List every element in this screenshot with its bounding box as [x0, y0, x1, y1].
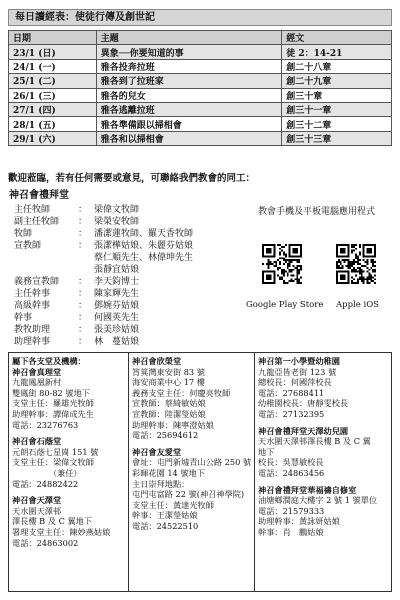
branch-heading: 神召會友愛堂	[132, 446, 182, 457]
scripture-cell: 創三十章	[282, 88, 392, 102]
branch-line: 屯門屯富路 22 號(神召神學院)	[132, 489, 245, 500]
table-row	[9, 117, 392, 131]
branch-line: 筲箕灣東安街 83 號	[132, 366, 205, 377]
branches-column-1	[9, 353, 129, 591]
branch-line: 宣教師：陸潔瑩姑娘	[132, 408, 206, 419]
staff-names: 何國英先生	[94, 313, 140, 323]
staff-role: 教牧助理	[14, 325, 51, 335]
branch-line: 海安商業中心 17 樓	[132, 377, 205, 388]
branch-line: 幼稚園校長：唐靜雯校長	[258, 398, 349, 409]
qr-code-icon	[336, 244, 376, 284]
staff-names: 鄧婉芬姑娘	[94, 301, 140, 311]
staff-row	[14, 312, 246, 324]
staff-row	[14, 288, 246, 300]
branch-line: 助理幹事：譚偉成先生	[12, 408, 94, 419]
date-cell: 28/1 (五)	[9, 117, 97, 131]
branch-line: 電話：24882422	[12, 478, 79, 489]
staff-role: 牧師	[14, 229, 33, 239]
topic-cell: 雅各逃離拉班	[96, 102, 281, 116]
staff-role: 助理幹事	[14, 337, 51, 347]
branch-line: 澤長樓 B 及 C 翼地下	[12, 516, 93, 527]
table-row	[9, 131, 392, 145]
date-cell: 25/1 (二)	[9, 74, 97, 88]
staff-colon: ：	[78, 301, 88, 311]
staff-list	[14, 204, 246, 348]
staff-colon: ：	[78, 289, 88, 299]
branch-line: 電話：23276763	[12, 419, 79, 430]
branch-line: 元朗石蔭七星崗 151 號	[12, 446, 99, 457]
branch-line: 助理幹事：黃詠妍姑娘	[258, 516, 340, 527]
staff-colon	[78, 252, 94, 264]
branch-line: 幹事：王潔瑩姑娘	[132, 510, 198, 521]
branch-line: 會址：屯門新墟青山公路 250 號	[132, 457, 251, 468]
staff-role: 義務宣教師	[14, 277, 60, 287]
staff-colon: ：	[78, 241, 88, 251]
staff-role: 幹事	[14, 313, 33, 323]
branch-line: 天水圍天澤邨澤長樓 B 及 C 翼	[258, 436, 371, 447]
staff-colon: ：	[78, 277, 88, 287]
staff-names: 陳家輝先生	[94, 289, 140, 299]
staff-role: 副主任牧師	[14, 217, 60, 227]
branch-line: 主日崇拜地點：	[132, 478, 190, 489]
staff-row	[14, 252, 246, 264]
branch-line: 天水圍天澤邨	[12, 505, 62, 516]
branch-line: 彩暉花園 14 號地下	[132, 467, 205, 478]
branch-heading: 神召會欣榮堂	[132, 356, 182, 366]
date-cell: 24/1 (一)	[9, 59, 97, 73]
branch-line: 電話：24522510	[132, 520, 199, 531]
branch-line: 義務支堂主任：何慶亮牧師	[132, 387, 231, 398]
staff-row	[14, 216, 246, 228]
staff-colon	[78, 264, 94, 276]
staff-row	[14, 240, 246, 252]
welcome-message: 歡迎蒞臨，若有任何需要或意見，可聯絡我們教會的同工：	[8, 173, 256, 184]
branch-line: 九龍鳳凰新村	[12, 377, 62, 388]
staff-colon: ：	[78, 325, 88, 335]
staff-role: 高級幹事	[14, 301, 51, 311]
reading-schedule-table	[8, 30, 392, 146]
staff-names: 林 蔓姑娘	[94, 337, 140, 347]
apple-ios-label: Apple iOS	[336, 300, 379, 310]
branch-heading: 神召會真理堂	[12, 366, 62, 377]
branch-line: 地下	[258, 446, 275, 457]
topic-cell: 異象──你要知道的事	[96, 45, 281, 59]
topic-cell: 雅各的兒女	[96, 88, 281, 102]
scripture-cell: 徒 2：14-21	[282, 45, 392, 59]
branch-heading: 神召會天澤堂	[12, 495, 62, 506]
branch-line: 電話：27688411	[258, 387, 325, 398]
scripture-cell: 創三十三章	[282, 131, 392, 145]
staff-role: 主任幹事	[14, 289, 51, 299]
staff-row	[14, 336, 246, 348]
branch-heading: 神召第一小學暨幼稚園	[258, 356, 340, 366]
staff-names: 張美珍姑娘	[94, 325, 140, 335]
scripture-cell: 創三十二章	[282, 117, 392, 131]
scripture-cell: 創三十一章	[282, 102, 392, 116]
branch-line: 電話：24863456	[258, 467, 325, 478]
header-scripture: 經文	[282, 31, 392, 45]
table-row	[9, 59, 392, 73]
branch-line: 電話：25694612	[132, 430, 199, 441]
staff-names: 張靜宜姑娘	[94, 265, 140, 275]
reading-plan-banner: 每日讀經表：使徒行傳及創世記	[8, 9, 392, 26]
table-row	[9, 102, 392, 116]
scripture-cell: 創二十八章	[282, 59, 392, 73]
staff-names: 潘潔蓮牧師、羅天香牧師	[94, 229, 194, 239]
staff-colon: ：	[78, 205, 88, 215]
table-row	[9, 74, 392, 88]
branch-heading: 神召會禮拜堂華福禱自修室	[258, 484, 357, 495]
staff-row	[14, 204, 246, 216]
staff-row	[14, 276, 246, 288]
staff-names: 梁偉文牧師	[94, 205, 140, 215]
staff-row	[14, 324, 246, 336]
topic-cell: 雅各投奔拉班	[96, 59, 281, 73]
date-cell: 26/1 (三)	[9, 88, 97, 102]
branch-line: 總校長：何國萍校長	[258, 377, 332, 388]
header-topic: 主題	[96, 31, 281, 45]
staff-colon: ：	[78, 313, 88, 323]
branch-line: 電話：21579333	[258, 505, 325, 516]
topic-cell: 雅各準備跟以掃相會	[96, 117, 281, 131]
branch-line: 九龍亞皆老街 123 號	[258, 366, 337, 377]
branch-line: 校長：吳慧敏校長	[258, 457, 324, 468]
staff-colon: ：	[78, 229, 88, 239]
staff-row	[14, 300, 246, 312]
branch-heading: 神召會石蔭堂	[12, 436, 62, 447]
branch-line: 支堂主任：羅雄光牧師	[12, 398, 94, 409]
qr-code-icon	[262, 244, 302, 284]
staff-names: 梁榮安牧師	[94, 217, 140, 227]
staff-row	[14, 264, 246, 276]
scripture-cell: 創二十九章	[282, 74, 392, 88]
branch-heading: 神召會禮拜堂天澤幼兒園	[258, 425, 349, 436]
staff-role	[14, 264, 78, 276]
date-cell: 27/1 (四)	[9, 102, 97, 116]
staff-names: 蔡仁順先生、林偉坤先生	[94, 253, 194, 263]
branch-line: 油塘鄉潤庭大樓字 2 號 1 號單位	[258, 495, 378, 506]
branch-line: 電話：24863002	[12, 537, 79, 548]
branches-grid	[8, 352, 392, 592]
staff-colon: ：	[78, 337, 88, 347]
header-date: 日期	[9, 31, 97, 45]
branch-line: （兼任）	[12, 467, 82, 478]
branch-heading: 屬下各支堂及機構：	[12, 356, 86, 366]
google-play-label: Google Play Store	[246, 300, 324, 310]
branch-line: 電話：27132395	[258, 408, 325, 419]
church-name: 神召會禮拜堂	[9, 190, 69, 201]
app-title: 教會手機及平板電腦應用程式	[258, 207, 376, 217]
branch-line: 幹事：肖 鵬姑娘	[258, 526, 324, 537]
branch-line: 署理支堂主任：陳妙燕姑娘	[12, 526, 111, 537]
branches-column-2	[129, 353, 255, 591]
topic-cell: 雅各到了拉班家	[96, 74, 281, 88]
staff-role: 主任牧師	[14, 205, 51, 215]
staff-names: 李天鈞博士	[94, 277, 140, 287]
table-row	[9, 88, 392, 102]
branch-line: 助理幹事：陳寧澄姑娘	[132, 419, 214, 430]
branch-line: 雙鳳街 80-82 號地下	[12, 387, 90, 398]
staff-colon: ：	[78, 217, 88, 227]
table-row	[9, 45, 392, 59]
staff-role: 宣教師	[14, 241, 42, 251]
staff-names: 張潔樺姑娘、朱麗芬姑娘	[94, 241, 194, 251]
staff-row	[14, 228, 246, 240]
branch-line: 支堂主任：梁偉文牧師	[12, 457, 94, 468]
table-header-row	[9, 31, 392, 45]
date-cell: 29/1 (六)	[9, 131, 97, 145]
staff-role	[14, 252, 78, 264]
branch-line: 支堂主任：黃達光牧師	[132, 499, 214, 510]
branch-line: 宣教師：蔡綺敏姑娘	[132, 398, 206, 409]
topic-cell: 雅各和以掃相會	[96, 131, 281, 145]
branches-column-3	[255, 353, 391, 591]
date-cell: 23/1 (日)	[9, 45, 97, 59]
